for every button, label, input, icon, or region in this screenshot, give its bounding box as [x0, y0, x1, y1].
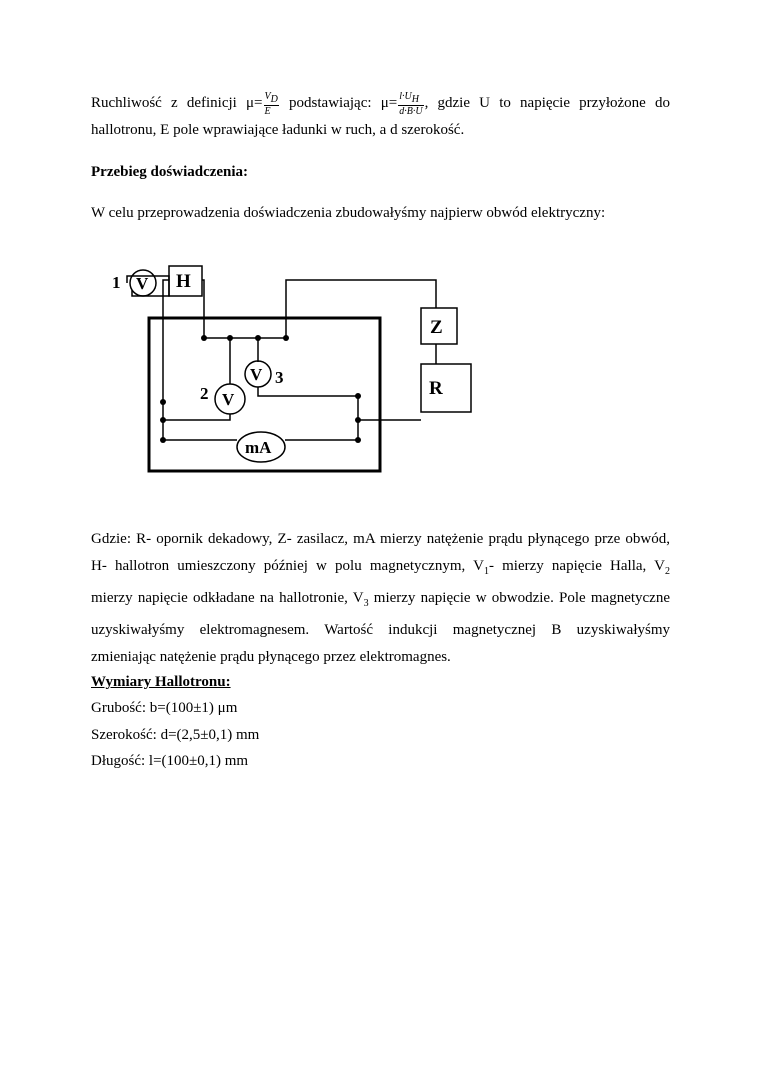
label-1: 1 — [112, 273, 121, 292]
label-2: 2 — [200, 384, 209, 403]
section-title: Przebieg doświadczenia: — [91, 164, 249, 180]
resistor-label: R — [429, 378, 443, 399]
dimensions-title: Wymiary Hallotronu: — [91, 674, 231, 690]
description-line-3: mierzy napięcie odkładane na hallotronie, $V_3$ mierzy napięcie w obwodzie. Pole magnetyczne — [91, 590, 670, 609]
setup-sentence: W celu przeprowadzenia doświadczenia zbudowałyśmy najpierw obwód elektryczny: — [91, 205, 606, 221]
voltmeter-3-label: V — [250, 365, 263, 384]
intro-text-a: Ruchliwość z definicji μ= — [91, 95, 263, 111]
description-line-5: zmieniając natężenie prądu płynącego przez elektromagnes. — [91, 649, 451, 665]
intro-text-c: μ= — [380, 95, 398, 111]
label-3: 3 — [275, 368, 284, 387]
intro-text-b: podstawiając: — [289, 95, 372, 111]
intro-paragraph — [91, 90, 670, 144]
intro-line-1 — [91, 90, 670, 117]
dimension-width: Szerokość: d=(2,5±0,1) mm — [91, 727, 260, 743]
intro-line-2: hallotronu, E pole wprawiające ładunki w ruch, a d szerokość. — [91, 122, 465, 138]
dimension-length: Długość: l=(100±0,1) mm — [91, 753, 249, 769]
node — [227, 335, 233, 341]
node — [283, 335, 289, 341]
ammeter-label: mA — [245, 438, 272, 457]
node — [160, 437, 166, 443]
node — [355, 417, 361, 423]
wire-v3-bottom — [258, 387, 358, 420]
mobility-fraction: $\frac{V_D}{E}$ — [264, 90, 278, 117]
wire-h-left — [163, 280, 169, 402]
description-line-2: H- hallotron umieszczony później w polu magnetycznym, $V_1-$ mierzy napięcie Halla, $V_2$ — [91, 558, 670, 577]
voltmeter-1-label: V — [136, 274, 149, 293]
intro-text-d: , gdzie U to napięcie przyłożone do — [424, 95, 671, 111]
description-line-1: Gdzie: R- opornik dekadowy, Z- zasilacz, mA mierzy natężenie prądu płynącego prze obwód, — [91, 531, 670, 547]
circuit-diagram — [100, 250, 480, 480]
voltmeter-2-label: V — [222, 390, 235, 409]
node — [201, 335, 207, 341]
substituted-fraction: $\frac{l\cdot U_H}{d\cdot B\cdot U}$ — [399, 90, 423, 117]
description-paragraph — [91, 526, 670, 671]
wire-to-z — [286, 280, 436, 338]
dimension-thickness: Grubość: b=(100±1) μm — [91, 700, 238, 716]
node — [355, 437, 361, 443]
power-supply-label: Z — [430, 317, 443, 338]
node — [160, 417, 166, 423]
wire-v2-bottom — [163, 414, 230, 420]
hallotron-label: H — [176, 271, 191, 292]
node — [255, 335, 261, 341]
node — [355, 393, 361, 399]
description-line-4: uzyskiwałyśmy elektromagnesem. Wartość indukcji magnetycznej B uzyskiwałyśmy — [91, 622, 670, 638]
node — [160, 399, 166, 405]
